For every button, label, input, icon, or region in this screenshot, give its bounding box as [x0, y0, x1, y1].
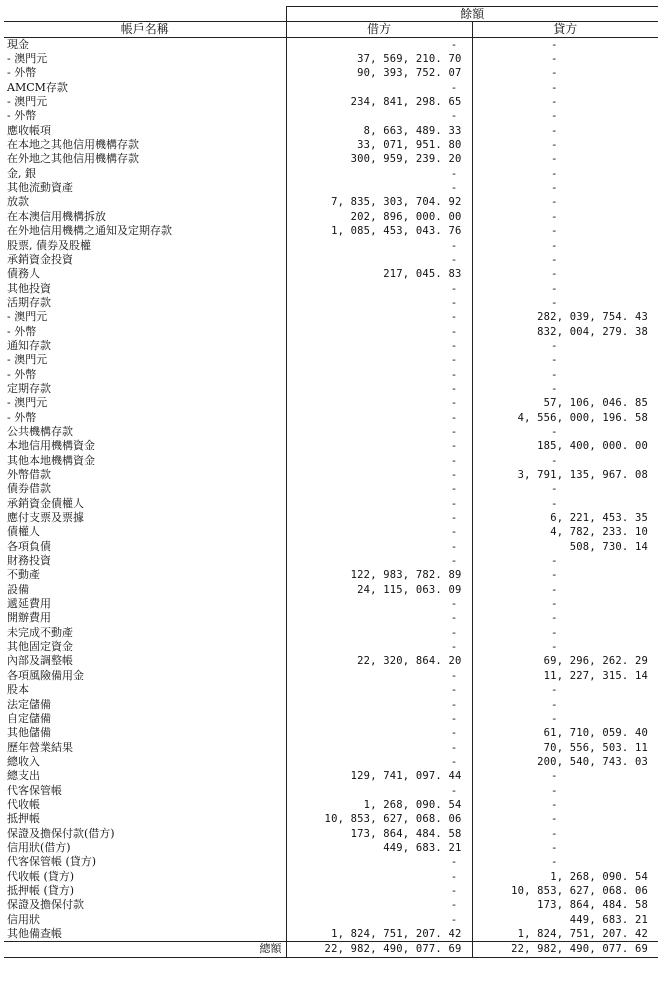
- account-name-cell: 在外地之其他信用機構存款: [7, 152, 139, 166]
- table-row: [4, 583, 658, 597]
- ledger-table: [4, 6, 658, 958]
- account-name-cell: 活期存款: [7, 295, 51, 309]
- credit-cell: -: [472, 37, 658, 52]
- account-name-cell: 信用狀: [7, 912, 40, 926]
- debit-cell: 173, 864, 484. 58: [286, 827, 472, 841]
- account-name-cell: - 澳門元: [7, 310, 48, 324]
- table-row: [4, 683, 658, 697]
- credit-cell: -: [472, 798, 658, 812]
- credit-cell: -: [472, 282, 658, 296]
- account-name-cell: 股本: [7, 683, 29, 697]
- debit-cell: -: [286, 669, 472, 683]
- account-name-cell: AMCM存款: [7, 80, 68, 94]
- credit-cell: 69, 296, 262. 29: [472, 654, 658, 668]
- credit-cell: 185, 400, 000. 00: [472, 439, 658, 453]
- table-row: [4, 855, 658, 869]
- debit-cell: 90, 393, 752. 07: [286, 66, 472, 80]
- account-name-cell: - 外幣: [7, 109, 37, 123]
- credit-cell: -: [472, 769, 658, 783]
- table-row: [4, 497, 658, 511]
- table-row: [4, 454, 658, 468]
- debit-cell: -: [286, 540, 472, 554]
- table-row: [4, 554, 658, 568]
- credit-cell: -: [472, 597, 658, 611]
- table-row: [4, 66, 658, 80]
- debit-cell: -: [286, 81, 472, 95]
- table-row: [4, 540, 658, 554]
- account-name-cell: 應收帳項: [7, 123, 51, 137]
- table-row: [4, 898, 658, 912]
- table-row: [4, 310, 658, 324]
- account-name-cell: 承銷資金債權人: [7, 496, 84, 510]
- table-row: [4, 282, 658, 296]
- credit-cell: -: [472, 841, 658, 855]
- credit-cell: -: [472, 52, 658, 66]
- debit-cell: -: [286, 425, 472, 439]
- credit-cell: -: [472, 95, 658, 109]
- table-row: [4, 870, 658, 884]
- account-name-cell: 現金: [7, 37, 29, 51]
- account-name-cell: 遞延費用: [7, 597, 51, 611]
- table-row: [4, 81, 658, 95]
- credit-cell: 57, 106, 046. 85: [472, 396, 658, 410]
- account-name-cell: - 外幣: [7, 410, 37, 424]
- table-row: [4, 411, 658, 425]
- account-name-cell: - 外幣: [7, 66, 37, 80]
- debit-cell: -: [286, 109, 472, 123]
- account-name-cell: 保證及擔保付款(借方): [7, 826, 115, 840]
- table-row: [4, 181, 658, 195]
- debit-cell: -: [286, 784, 472, 798]
- balance-header: 餘額: [286, 7, 658, 22]
- credit-cell: 4, 782, 233. 10: [472, 525, 658, 539]
- account-name-cell: 放款: [7, 195, 29, 209]
- debit-cell: -: [286, 511, 472, 525]
- table-row: [4, 640, 658, 654]
- credit-cell: -: [472, 583, 658, 597]
- table-row: [4, 812, 658, 826]
- account-name-cell: 代收帳: [7, 797, 40, 811]
- credit-cell: 11, 227, 315. 14: [472, 669, 658, 683]
- account-name-cell: 抵押帳 (貸方): [7, 883, 75, 897]
- table-row: [4, 827, 658, 841]
- table-row: [4, 798, 658, 812]
- credit-cell: -: [472, 611, 658, 625]
- debit-cell: 1, 268, 090. 54: [286, 798, 472, 812]
- account-name-cell: 保證及擔保付款: [7, 898, 84, 912]
- account-name-cell: 承銷資金投資: [7, 252, 73, 266]
- debit-cell: -: [286, 683, 472, 697]
- table-row: [4, 267, 658, 281]
- table-row: [4, 927, 658, 942]
- debit-cell: -: [286, 239, 472, 253]
- debit-header: 借方: [286, 22, 472, 37]
- debit-cell: -: [286, 898, 472, 912]
- debit-cell: -: [286, 396, 472, 410]
- credit-cell: 1, 268, 090. 54: [472, 870, 658, 884]
- credit-cell: -: [472, 167, 658, 181]
- table-row: [4, 626, 658, 640]
- table-row: [4, 52, 658, 66]
- debit-cell: -: [286, 726, 472, 740]
- table-row: [4, 784, 658, 798]
- credit-cell: -: [472, 382, 658, 396]
- debit-cell: -: [286, 855, 472, 869]
- table-row: [4, 841, 658, 855]
- debit-cell: -: [286, 368, 472, 382]
- table-row: [4, 568, 658, 582]
- credit-cell: -: [472, 812, 658, 826]
- account-name-header: 帳戶名稱: [4, 22, 286, 37]
- credit-cell: -: [472, 339, 658, 353]
- debit-cell: 10, 853, 627, 068. 06: [286, 812, 472, 826]
- credit-cell: -: [472, 482, 658, 496]
- credit-cell: -: [472, 425, 658, 439]
- debit-cell: 300, 959, 239. 20: [286, 152, 472, 166]
- credit-cell: 282, 039, 754. 43: [472, 310, 658, 324]
- credit-cell: -: [472, 239, 658, 253]
- credit-cell: -: [472, 368, 658, 382]
- credit-cell: 10, 853, 627, 068. 06: [472, 884, 658, 898]
- table-row: [4, 109, 658, 123]
- debit-cell: 202, 896, 000. 00: [286, 210, 472, 224]
- debit-cell: 1, 824, 751, 207. 42: [286, 927, 472, 942]
- table-row: [4, 913, 658, 927]
- table-row: [4, 726, 658, 740]
- table-row: [4, 884, 658, 898]
- table-row: [4, 712, 658, 726]
- credit-cell: -: [472, 827, 658, 841]
- credit-cell: -: [472, 66, 658, 80]
- credit-cell: 61, 710, 059. 40: [472, 726, 658, 740]
- debit-cell: -: [286, 382, 472, 396]
- table-row: [4, 382, 658, 396]
- account-name-cell: - 外幣: [7, 367, 37, 381]
- debit-cell: -: [286, 597, 472, 611]
- table-row: [4, 210, 658, 224]
- account-name-cell: - 外幣: [7, 324, 37, 338]
- account-name-cell: 各項風險備用金: [7, 668, 84, 682]
- account-name-cell: 其他備查帳: [7, 927, 62, 940]
- debit-cell: -: [286, 554, 472, 568]
- credit-cell: -: [472, 855, 658, 869]
- account-name-cell: 其他固定資金: [7, 640, 73, 654]
- table-row: [4, 396, 658, 410]
- credit-cell: -: [472, 109, 658, 123]
- credit-cell: 4, 556, 000, 196. 58: [472, 411, 658, 425]
- table-row: [4, 597, 658, 611]
- account-name-cell: 抵押帳: [7, 812, 40, 826]
- total-debit: 22, 982, 490, 077. 69: [286, 942, 472, 957]
- debit-cell: -: [286, 755, 472, 769]
- debit-cell: -: [286, 913, 472, 927]
- table-row: [4, 353, 658, 367]
- table-row: [4, 698, 658, 712]
- credit-cell: 832, 004, 279. 38: [472, 325, 658, 339]
- account-name-cell: 債務人: [7, 267, 40, 281]
- table-row: [4, 769, 658, 783]
- table-row: [4, 482, 658, 496]
- debit-cell: 24, 115, 063. 09: [286, 583, 472, 597]
- debit-cell: -: [286, 167, 472, 181]
- account-name-cell: 自定儲備: [7, 711, 51, 725]
- debit-cell: 7, 835, 303, 704. 92: [286, 195, 472, 209]
- account-name-cell: - 澳門元: [7, 353, 48, 367]
- account-name-cell: - 澳門元: [7, 52, 48, 66]
- table-row: [4, 669, 658, 683]
- table-row: [4, 296, 658, 310]
- account-name-cell: 在外地信用機構之通知及定期存款: [7, 224, 172, 238]
- total-label: 總額: [4, 942, 286, 957]
- credit-cell: -: [472, 554, 658, 568]
- table-row: [4, 239, 658, 253]
- credit-cell: -: [472, 454, 658, 468]
- account-name-cell: 其他本地機構資金: [7, 453, 95, 467]
- account-name-cell: 總支出: [7, 769, 40, 783]
- table-row: [4, 654, 658, 668]
- credit-header: 貸方: [472, 22, 658, 37]
- credit-cell: 449, 683. 21: [472, 913, 658, 927]
- credit-cell: -: [472, 124, 658, 138]
- debit-cell: 122, 983, 782. 89: [286, 568, 472, 582]
- account-name-cell: 信用狀(借方): [7, 840, 71, 854]
- debit-cell: 129, 741, 097. 44: [286, 769, 472, 783]
- credit-cell: 6, 221, 453. 35: [472, 511, 658, 525]
- credit-cell: -: [472, 152, 658, 166]
- debit-cell: 449, 683. 21: [286, 841, 472, 855]
- table-row: [4, 138, 658, 152]
- account-name-cell: 不動產: [7, 568, 40, 582]
- table-row: [4, 468, 658, 482]
- debit-cell: 22, 320, 864. 20: [286, 654, 472, 668]
- debit-cell: 8, 663, 489. 33: [286, 124, 472, 138]
- table-row: [4, 511, 658, 525]
- debit-cell: -: [286, 439, 472, 453]
- total-row: [4, 942, 658, 957]
- account-name-cell: 代客保管帳: [7, 783, 62, 797]
- credit-cell: -: [472, 698, 658, 712]
- credit-cell: -: [472, 267, 658, 281]
- account-name-cell: 定期存款: [7, 381, 51, 395]
- credit-cell: -: [472, 640, 658, 654]
- credit-cell: -: [472, 81, 658, 95]
- credit-cell: 3, 791, 135, 967. 08: [472, 468, 658, 482]
- debit-cell: -: [286, 310, 472, 324]
- credit-cell: -: [472, 210, 658, 224]
- account-name-cell: 其他儲備: [7, 726, 51, 740]
- account-name-cell: 歷年營業結果: [7, 740, 73, 754]
- table-row: [4, 339, 658, 353]
- credit-cell: -: [472, 224, 658, 238]
- debit-cell: -: [286, 626, 472, 640]
- debit-cell: 217, 045. 83: [286, 267, 472, 281]
- account-name-cell: 總收入: [7, 754, 40, 768]
- debit-cell: -: [286, 741, 472, 755]
- debit-cell: -: [286, 282, 472, 296]
- table-row: [4, 37, 658, 52]
- account-name-cell: 未完成不動產: [7, 625, 73, 639]
- debit-cell: 33, 071, 951. 80: [286, 138, 472, 152]
- debit-cell: -: [286, 353, 472, 367]
- account-name-cell: 股票, 債券及股權: [7, 238, 91, 252]
- credit-cell: -: [472, 296, 658, 310]
- account-name-cell: 內部及調整帳: [7, 654, 73, 668]
- credit-cell: 508, 730. 14: [472, 540, 658, 554]
- table-row: [4, 439, 658, 453]
- debit-cell: -: [286, 525, 472, 539]
- debit-cell: 234, 841, 298. 65: [286, 95, 472, 109]
- debit-cell: -: [286, 870, 472, 884]
- table-row: [4, 525, 658, 539]
- debit-cell: 1, 085, 453, 043. 76: [286, 224, 472, 238]
- table-row: [4, 611, 658, 625]
- account-name-cell: 代收帳 (貸方): [7, 869, 75, 883]
- debit-cell: -: [286, 37, 472, 52]
- credit-cell: -: [472, 253, 658, 267]
- debit-cell: -: [286, 611, 472, 625]
- account-name-cell: 開辦費用: [7, 611, 51, 625]
- credit-cell: -: [472, 353, 658, 367]
- debit-cell: -: [286, 339, 472, 353]
- account-name-cell: 通知存款: [7, 338, 51, 352]
- credit-cell: -: [472, 195, 658, 209]
- credit-cell: -: [472, 784, 658, 798]
- debit-cell: -: [286, 640, 472, 654]
- account-name-cell: - 澳門元: [7, 95, 48, 109]
- credit-cell: -: [472, 138, 658, 152]
- table-row: [4, 253, 658, 267]
- credit-cell: -: [472, 626, 658, 640]
- credit-cell: 1, 824, 751, 207. 42: [472, 927, 658, 942]
- table-row: [4, 124, 658, 138]
- account-name-cell: 外幣借款: [7, 468, 51, 481]
- table-row: [4, 425, 658, 439]
- table-row: [4, 741, 658, 755]
- debit-cell: -: [286, 181, 472, 195]
- debit-cell: -: [286, 482, 472, 496]
- account-name-cell: 其他投資: [7, 281, 51, 295]
- account-name-cell: 設備: [7, 582, 29, 596]
- account-name-header-spacer: [4, 7, 286, 22]
- debit-cell: -: [286, 468, 472, 482]
- credit-cell: -: [472, 181, 658, 195]
- debit-cell: -: [286, 411, 472, 425]
- total-credit: 22, 982, 490, 077. 69: [472, 942, 658, 957]
- table-row: [4, 368, 658, 382]
- account-name-cell: 金, 銀: [7, 166, 36, 180]
- table-row: [4, 325, 658, 339]
- debit-cell: -: [286, 698, 472, 712]
- table-row: [4, 95, 658, 109]
- debit-cell: -: [286, 325, 472, 339]
- credit-cell: -: [472, 683, 658, 697]
- credit-cell: -: [472, 497, 658, 511]
- balance-sheet: [4, 6, 658, 958]
- credit-cell: 70, 556, 503. 11: [472, 741, 658, 755]
- credit-cell: 173, 864, 484. 58: [472, 898, 658, 912]
- table-row: [4, 195, 658, 209]
- debit-cell: -: [286, 497, 472, 511]
- account-name-cell: 債券借款: [7, 482, 51, 496]
- account-name-cell: 本地信用機構資金: [7, 439, 95, 453]
- account-name-cell: 在本澳信用機構拆放: [7, 209, 106, 223]
- credit-cell: -: [472, 712, 658, 726]
- ledger-rows: [4, 37, 658, 942]
- debit-cell: 37, 569, 210. 70: [286, 52, 472, 66]
- account-name-cell: 各項負債: [7, 539, 51, 553]
- debit-cell: -: [286, 712, 472, 726]
- debit-cell: -: [286, 454, 472, 468]
- table-row: [4, 167, 658, 181]
- account-name-cell: 法定儲備: [7, 697, 51, 711]
- account-name-cell: 代客保管帳 (貸方): [7, 855, 97, 869]
- account-name-cell: 其他流動資產: [7, 181, 73, 195]
- account-name-cell: 債權人: [7, 525, 40, 539]
- account-name-cell: 財務投資: [7, 554, 51, 568]
- account-name-cell: 公共機構存款: [7, 424, 73, 438]
- debit-cell: -: [286, 296, 472, 310]
- table-row: [4, 755, 658, 769]
- table-row: [4, 152, 658, 166]
- account-name-cell: 在本地之其他信用機構存款: [7, 138, 139, 152]
- debit-cell: -: [286, 253, 472, 267]
- account-name-cell: - 澳門元: [7, 396, 48, 410]
- credit-cell: -: [472, 568, 658, 582]
- credit-cell: 200, 540, 743. 03: [472, 755, 658, 769]
- debit-cell: -: [286, 884, 472, 898]
- table-row: [4, 224, 658, 238]
- account-name-cell: 應付支票及票據: [7, 511, 84, 525]
